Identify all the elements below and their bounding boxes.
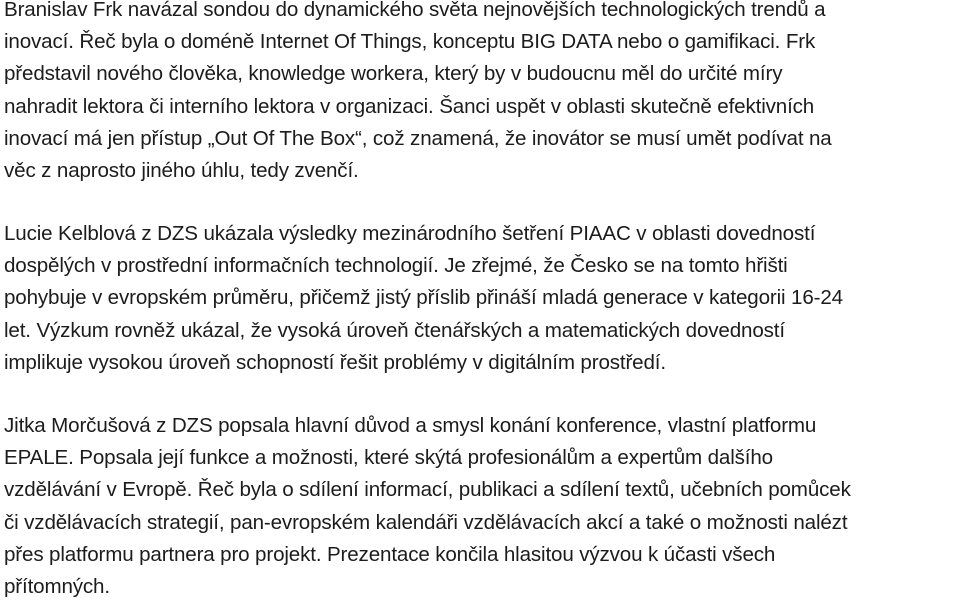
text-line: pohybuje v evropském průměru, přičemž jistý příslib přináší mladá generace v kategorii 16-24 <box>4 286 843 310</box>
text-line: vzdělávání v Evropě. Řeč byla o sdílení informací, publikaci a sdílení textů, učebních pomůcek <box>4 478 851 502</box>
paragraph-morcusova <box>4 410 851 603</box>
text-line: Branislav Frk navázal sondou do dynamického světa nejnovějších technologických trendů a <box>4 0 826 21</box>
text-line: nahradit lektora či interního lektora v organizaci. Šanci uspět v oblasti skutečně efektivních <box>4 94 815 118</box>
text-line: let. Výzkum rovněž ukázal, že vysoká úroveň čtenářských a matematických dovedností <box>4 318 785 342</box>
text-line: implikuje vysokou úroveň schopností řešit problémy v digitálním prostředí. <box>4 350 666 374</box>
text-line: věc z naprosto jiného úhlu, tedy zvenčí. <box>4 158 359 182</box>
text-line: přes platformu partnera pro projekt. Prezentace končila hlasitou výzvou k účasti všech <box>4 542 776 566</box>
text-line: EPALE. Popsala její funkce a možnosti, které skýtá profesionálům a expertům dalšího <box>4 446 773 470</box>
text-line: přítomných. <box>4 574 110 598</box>
text-line: Jitka Morčušová z DZS popsala hlavní důvod a smysl konání konference, vlastní platformu <box>4 414 817 437</box>
text-line: či vzdělávacích strategií, pan-evropském kalendáři vzdělávacích akcí a také o možnosti nalézt <box>4 510 848 534</box>
text-line: inovací. Řeč byla o doméně Internet Of Things, konceptu BIG DATA nebo o gamifikaci. Frk <box>4 30 816 54</box>
text-line: Lucie Kelblová z DZS ukázala výsledky mezinárodního šetření PIAAC v oblasti dovedností <box>4 222 816 245</box>
text-line: inovací má jen přístup „Out Of The Box“, což znamená, že inovátor se musí umět podívat na <box>4 126 832 150</box>
text-line: představil nového člověka, knowledge workera, který by v budoucnu měl do určité míry <box>4 62 783 86</box>
text-line: dospělých v prostřední informačních technologií. Je zřejmé, že Česko se na tomto hřišti <box>4 254 788 278</box>
paragraph-kelblova <box>4 218 843 379</box>
paragraph-frk <box>4 0 832 187</box>
